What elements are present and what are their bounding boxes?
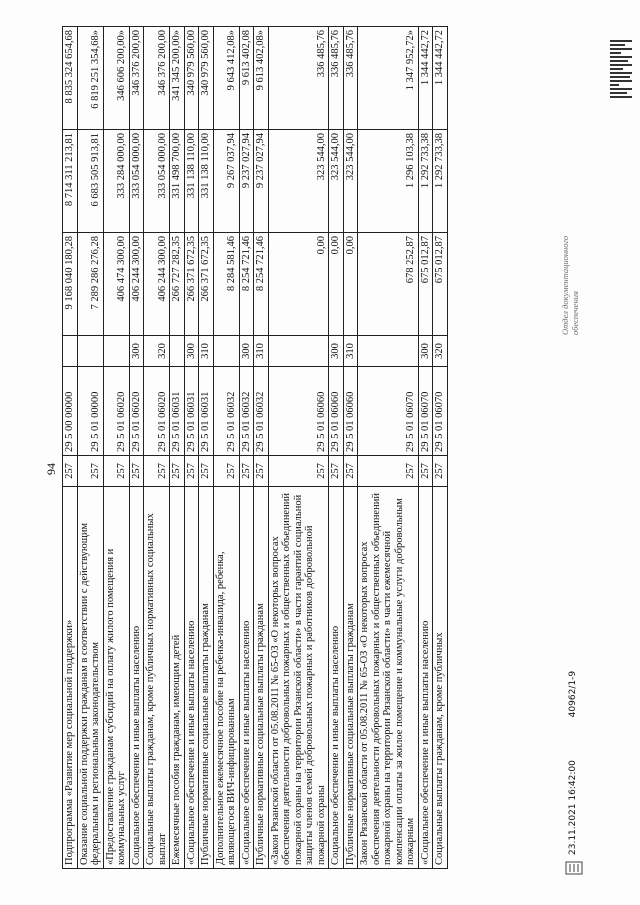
cell-vr: [77, 336, 103, 367]
cell-y3: 341 345 200,00»: [170, 27, 185, 130]
cell-y3: 336 485,76: [329, 27, 344, 130]
table-row: [199, 27, 214, 869]
cell-y2: 9 237 027,94: [254, 130, 269, 233]
cell-vr: 300: [239, 336, 254, 367]
cell-y1: 266 727 282,35: [170, 233, 185, 336]
table-row: [254, 27, 269, 869]
table-row: [144, 27, 170, 869]
cell-csr: 29 5 01 06031: [184, 367, 199, 456]
cell-csr: 29 5 01 06020: [144, 367, 170, 456]
cell-y3: 1 344 442,72: [418, 27, 433, 130]
table-row: [329, 27, 344, 869]
cell-name: «Социальное обеспечение и иные выплаты населению: [418, 487, 433, 869]
cell-vr: 300: [329, 336, 344, 367]
page-number: 94: [44, 463, 58, 475]
cell-y1: 406 244 300,00: [129, 233, 144, 336]
table-row: [433, 27, 448, 869]
cell-code: 257: [358, 456, 419, 487]
cell-csr: 29 5 01 06031: [170, 367, 185, 456]
cell-csr: 29 5 01 06020: [103, 367, 129, 456]
cell-vr: 310: [199, 336, 214, 367]
cell-y1: 406 244 300,00: [144, 233, 170, 336]
table-row: [239, 27, 254, 869]
cell-code: 257: [199, 456, 214, 487]
cell-vr: [63, 336, 78, 367]
cell-y3: 346 606 200,00»: [103, 27, 129, 130]
cell-code: 257: [129, 456, 144, 487]
cell-y3: 9 613 402,08»: [254, 27, 269, 130]
stamp-line: Отдел документационного: [560, 235, 570, 335]
cell-vr: 320: [433, 336, 448, 367]
cell-code: 257: [433, 456, 448, 487]
cell-y3: 1 347 952,72»: [358, 27, 419, 130]
cell-y1: 0,00: [343, 233, 358, 336]
cell-csr: 29 5 01 06031: [199, 367, 214, 456]
cell-y1: 266 371 672,35: [199, 233, 214, 336]
cell-y2: 331 138 110,00: [199, 130, 214, 233]
footer: [568, 631, 578, 855]
cell-y2: 323 544,00: [343, 130, 358, 233]
cell-y2: 333 284 000,00: [103, 130, 129, 233]
cell-y1: 9 168 040 180,28: [63, 233, 78, 336]
cell-code: 257: [213, 456, 239, 487]
cell-csr: 29 5 01 06060: [268, 367, 329, 456]
cell-y2: 323 544,00: [268, 130, 329, 233]
cell-y2: 1 292 733,38: [433, 130, 448, 233]
cell-name: Социальные выплаты гражданам, кроме публичных: [433, 487, 448, 869]
cell-name: Оказание социальной поддержки гражданам в соответствии с действующим федеральным и региональным законодательством: [77, 487, 103, 869]
cell-y3: 6 819 251 354,68»: [77, 27, 103, 130]
cell-y3: 340 979 560,00: [184, 27, 199, 130]
cell-y2: 1 292 733,38: [418, 130, 433, 233]
office-stamp: [560, 236, 580, 335]
cell-csr: 29 5 01 06032: [239, 367, 254, 456]
table-row: [129, 27, 144, 869]
table-row: [358, 27, 419, 869]
cell-name: «Социальное обеспечение и иные выплаты населению: [239, 487, 254, 869]
cell-y1: 675 012,87: [418, 233, 433, 336]
cell-y1: 266 371 672,35: [184, 233, 199, 336]
footer-doc-id: 40962/1-9: [568, 670, 578, 718]
cell-csr: 29 5 01 06060: [343, 367, 358, 456]
cell-y1: 0,00: [268, 233, 329, 336]
barcode-mark: [610, 40, 632, 112]
cell-code: 257: [170, 456, 185, 487]
cell-code: 257: [418, 456, 433, 487]
cell-vr: 310: [254, 336, 269, 367]
cell-name: Ежемесячные пособия гражданам, имеющим детей: [170, 487, 185, 869]
cell-y1: 675 012,87: [433, 233, 448, 336]
cell-y2: 331 498 700,00: [170, 130, 185, 233]
cell-vr: 310: [343, 336, 358, 367]
cell-csr: 29 5 01 00000: [77, 367, 103, 456]
cell-y2: 9 267 037,94: [213, 130, 239, 233]
cell-vr: 300: [418, 336, 433, 367]
cell-y3: 346 376 200,00: [144, 27, 170, 130]
stamp-line: обеспечения: [570, 290, 580, 335]
cell-vr: 300: [129, 336, 144, 367]
cell-code: 257: [343, 456, 358, 487]
cell-csr: 29 5 01 06060: [329, 367, 344, 456]
cell-code: 257: [268, 456, 329, 487]
cell-y1: 0,00: [329, 233, 344, 336]
cell-vr: 320: [144, 336, 170, 367]
cell-name: Закон Рязанской области от 05.08.2011 № 65-ОЗ «О некоторых вопросах обеспечения деятельности добровольных пожарных и общественных объединений пожарной охраны на территории Рязанской области» в части ежемесячной компенсации оплаты за жилое помещение и коммунальные услуги добровольным пожарным: [358, 487, 419, 869]
table-row: [418, 27, 433, 869]
cell-y1: 678 252,87: [358, 233, 419, 336]
cell-y1: 8 254 721,46: [239, 233, 254, 336]
cell-vr: 300: [184, 336, 199, 367]
cell-vr: [358, 336, 419, 367]
cell-code: 257: [63, 456, 78, 487]
cell-code: 257: [144, 456, 170, 487]
cell-y2: 1 296 103,38: [358, 130, 419, 233]
cell-csr: 29 5 01 06070: [418, 367, 433, 456]
cell-y3: 9 613 402,08: [239, 27, 254, 130]
cell-y2: 6 683 505 913,81: [77, 130, 103, 233]
cell-y3: 336 485,76: [268, 27, 329, 130]
cell-y2: 9 237 027,94: [239, 130, 254, 233]
cell-y2: 8 714 311 213,81: [63, 130, 78, 233]
table-row: [63, 27, 78, 869]
cell-code: 257: [329, 456, 344, 487]
cell-y3: 8 835 324 654,68: [63, 27, 78, 130]
cell-y1: 8 254 721,46: [254, 233, 269, 336]
cell-vr: [103, 336, 129, 367]
budget-table-body: [63, 27, 448, 869]
cell-name: Дополнительное ежемесячное пособие на ребенка-инвалида, ребенка, являющегося ВИЧ-инфицированным: [213, 487, 239, 869]
cell-y3: 336 485,76: [343, 27, 358, 130]
table-row: [268, 27, 329, 869]
cell-code: 257: [239, 456, 254, 487]
budget-table: [62, 26, 448, 869]
cell-csr: 29 5 01 06032: [213, 367, 239, 456]
cell-y3: 9 643 412,08»: [213, 27, 239, 130]
cell-y1: 8 284 581,46: [213, 233, 239, 336]
cell-csr: 29 5 01 06020: [129, 367, 144, 456]
cell-name: «Социальное обеспечение и иные выплаты населению: [184, 487, 199, 869]
cell-name: Публичные нормативные социальные выплаты гражданам: [254, 487, 269, 869]
cell-csr: 29 5 01 06070: [358, 367, 419, 456]
cell-name: Публичные нормативные социальные выплаты гражданам: [199, 487, 214, 869]
footer-timestamp: 23.11.2021 16:42:00: [568, 760, 578, 855]
cell-code: 257: [77, 456, 103, 487]
cell-name: Подпрограмма «Развитие мер социальной поддержки»: [63, 487, 78, 869]
cell-y3: 340 979 560,00: [199, 27, 214, 130]
cell-name: Публичные нормативные социальные выплаты гражданам: [343, 487, 358, 869]
cell-name: Социальное обеспечение и иные выплаты населению: [329, 487, 344, 869]
table-row: [184, 27, 199, 869]
cell-code: 257: [103, 456, 129, 487]
cell-y3: 346 376 200,00: [129, 27, 144, 130]
cell-code: 257: [254, 456, 269, 487]
cell-csr: 29 5 00 00000: [63, 367, 78, 456]
cell-name: «Предоставление гражданам субсидий на оплату жилого помещения и коммунальных услуг: [103, 487, 129, 869]
cell-csr: 29 5 01 06070: [433, 367, 448, 456]
cell-vr: [170, 336, 185, 367]
cell-y2: 333 054 000,00: [129, 130, 144, 233]
table-row: [170, 27, 185, 869]
cell-vr: [213, 336, 239, 367]
cell-code: 257: [184, 456, 199, 487]
table-row: [103, 27, 129, 869]
rotated-document: [40, 30, 600, 875]
cell-vr: [268, 336, 329, 367]
cell-y2: 331 138 110,00: [184, 130, 199, 233]
cell-y2: 333 054 000,00: [144, 130, 170, 233]
cell-y2: 323 544,00: [329, 130, 344, 233]
cell-name: Социальное обеспечение и иные выплаты населению: [129, 487, 144, 869]
cell-y3: 1 344 442,72: [433, 27, 448, 130]
cell-csr: 29 5 01 06032: [254, 367, 269, 456]
cell-name: Социальные выплаты гражданам, кроме публичных нормативных социальных выплат: [144, 487, 170, 869]
cell-y1: 7 289 286 276,28: [77, 233, 103, 336]
cell-y1: 406 474 300,00: [103, 233, 129, 336]
table-row: [213, 27, 239, 869]
document-seal-icon: [565, 861, 583, 875]
table-row: [77, 27, 103, 869]
cell-name: «Закон Рязанской области от 05.08.2011 № 65-ОЗ «О некоторых вопросах обеспечения деятельности добровольных пожарных и общественных объединений пожарной охраны на территории Рязанской области» в части гарантий социальной защиты членов семей добровольных пожарных и работников добровольной пожарной охраны: [268, 487, 329, 869]
table-row: [343, 27, 358, 869]
